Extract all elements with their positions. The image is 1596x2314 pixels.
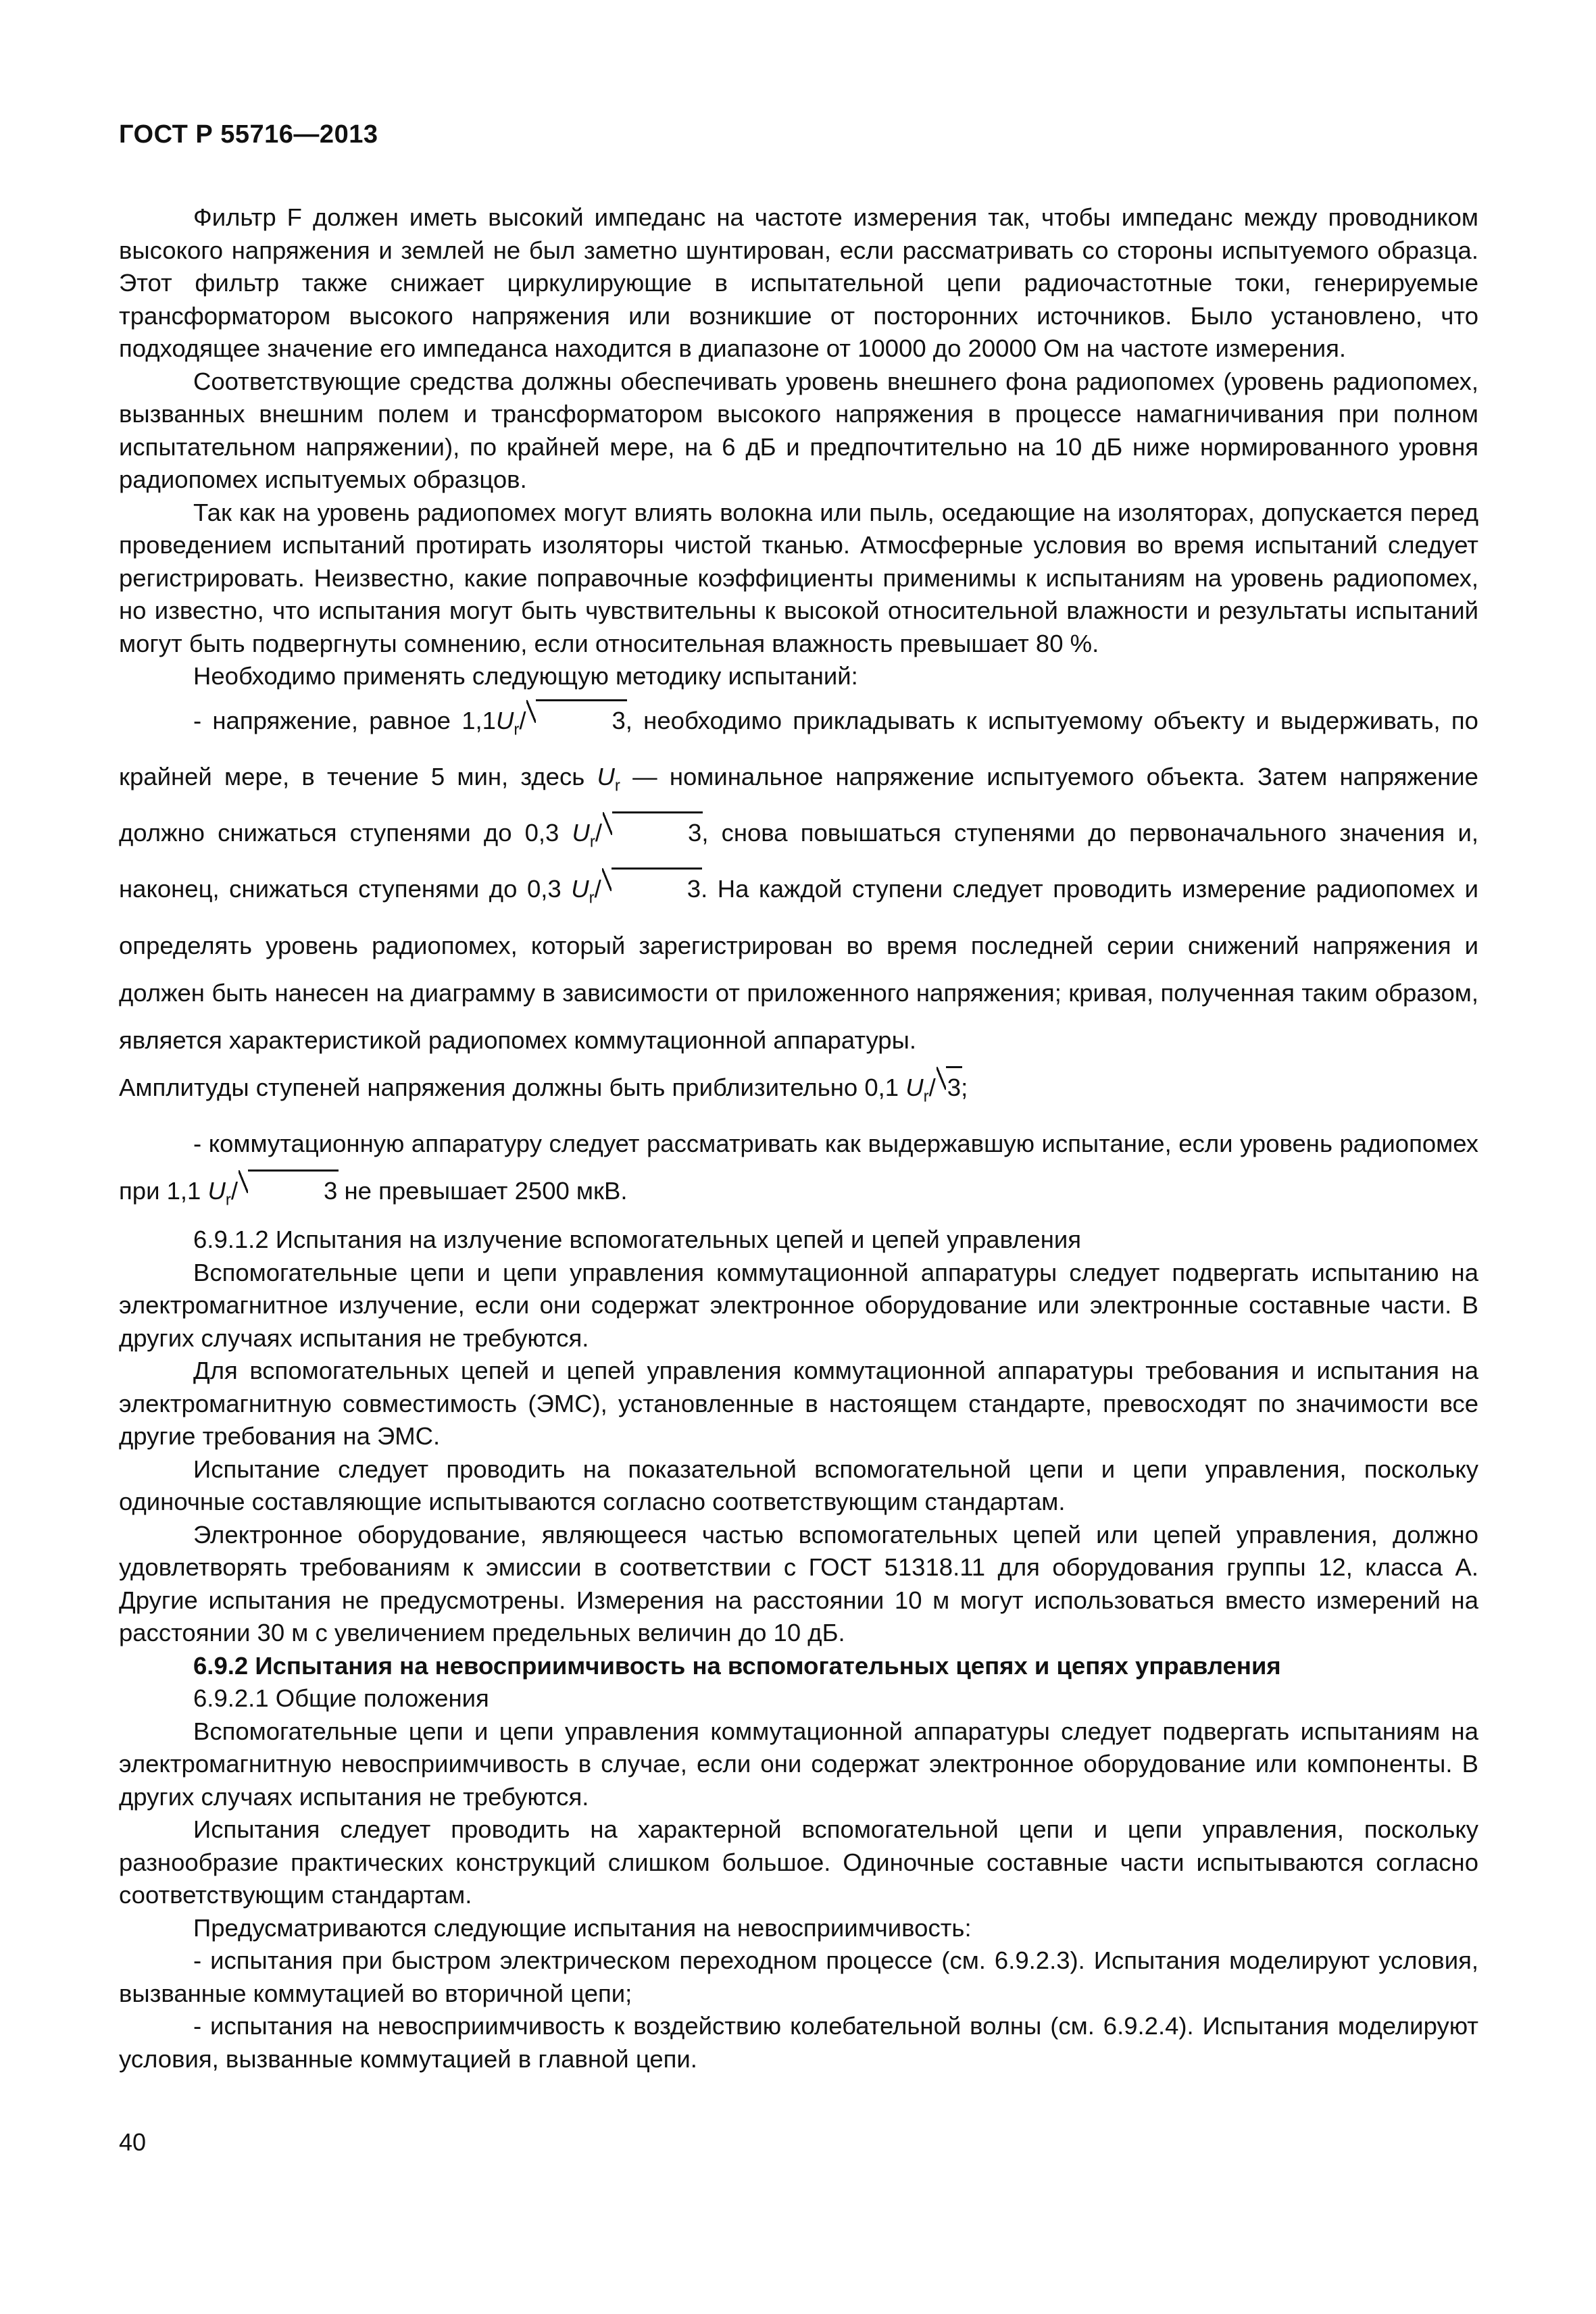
text-run: — номинальное напряжение испытуемого объекта. Затем напряжение должно снижаться ступенями до 0,3 <box>119 762 1478 847</box>
paragraph: Так как на уровень радиопомех могут влиять волокна или пыль, оседающие на изоляторах, допускается перед проведением испытаний протирать изоляторы чистой тканью. Атмосферные условия во время испытаний следует регистрировать. Неизвестно, какие поправочные коэффициенты применимы к испытаниям на уровень радиопомех, но известно, что испытания могут быть чувствительны к высокой относительной влажности и результаты испытаний могут быть подвергнуты сомнению, если относительная влажность превышает 80 %. <box>119 498 1478 657</box>
subsection-heading: 6.9.1.2 Испытания на излучение вспомогательных цепей и цепей управления <box>193 1226 1082 1254</box>
math-subscript: r <box>589 888 595 907</box>
math-symbol: U <box>572 819 590 847</box>
paragraph: Необходимо применять следующую методику испытаний: <box>193 662 858 690</box>
sqrt-symbol <box>526 697 625 745</box>
sqrt-symbol <box>602 865 701 913</box>
paragraph-test-procedure <box>119 697 1478 1064</box>
paragraph: Предусматриваются следующие испытания на невосприимчивость: <box>193 1913 972 1942</box>
paragraph-pass-criterion <box>119 1120 1478 1224</box>
text-run: , необходимо прикладывать к испытуемому объекту и выдерживать, по крайней мере, в течение 5 мин, здесь <box>119 706 1478 790</box>
paragraph: Электронное оборудование, являющееся частью вспомогательных цепей или цепей управления, должно удовлетворять требованиям к эмиссии в соответствии с ГОСТ 51318.11 для оборудования группы 12, класса А. Другие испытания не предусмотрены. Измерения на расстоянии 10 м могут использоваться вместо измерений на расстоянии 30 м с увеличением предельных величин до 10 дБ. <box>119 1520 1478 1647</box>
text-run: ; <box>961 1073 968 1101</box>
math-subscript: r <box>514 720 520 738</box>
list-item: - испытания при быстром электрическом переходном процессе (см. 6.9.2.3). Испытания моделируют условия, вызванные коммутацией во вторичной цепи; <box>119 1946 1478 2007</box>
text-run: не превышает 2500 мкВ. <box>344 1176 628 1205</box>
sqrt-symbol <box>603 809 701 857</box>
math-subscript: r <box>589 832 595 851</box>
math-subscript: r <box>225 1190 231 1209</box>
paragraph: Испытания следует проводить на характерной вспомогательной цепи и цепи управления, поскольку разнообразие практических конструкций слишком большое. Одиночные составные части испытываются согласно соответствующим стандартам. <box>119 1815 1478 1909</box>
paragraph-step-amplitude <box>119 1064 1478 1120</box>
math-symbol: U <box>905 1073 924 1101</box>
paragraph: Испытание следует проводить на показательной вспомогательной цепи и цепи управления, поскольку одиночные составляющие испытываются согласно соответствующим стандартам. <box>119 1455 1478 1516</box>
text-run: - коммутационную аппаратуру следует рассматривать как выдержавшую испытание, если уровень радиопомех при 1,1 <box>119 1129 1478 1205</box>
paragraph: Соответствующие средства должны обеспечивать уровень внешнего фона радиопомех (уровень радиопомех, вызванных внешним полем и трансформатором высокого напряжения в процессе намагничивания при полном испытательном напряжении), по крайней мере, на 6 дБ и предпочтительно на 10 дБ ниже нормированного уровня радиопомех испытуемых образцов. <box>119 367 1478 493</box>
paragraph: Для вспомогательных цепей и цепей управления коммутационной аппаратуры требования и испытания на электромагнитную совместимость (ЭМС), установленные в настоящем стандарте, превосходят по значимости все другие требования на ЭМС. <box>119 1357 1478 1451</box>
section-heading: 6.9.2 Испытания на невосприимчивость на вспомогательных цепях и цепях управления <box>193 1651 1281 1680</box>
subsection-heading: 6.9.2.1 Общие положения <box>193 1684 489 1713</box>
document-body <box>119 201 1478 2076</box>
page-number: 40 <box>119 2128 147 2156</box>
math-symbol: U <box>495 706 514 734</box>
text-run: . На каждой ступени следует проводить измерение радиопомех и определять уровень радиопомех, который зарегистрирован во время последней серии снижений напряжения и должен быть нанесен на диаграмму в зависимости от приложенного напряжения; кривая, полученная таким образом, является характеристикой радиопомех коммутационной аппаратуры. <box>119 875 1478 1054</box>
sqrt-radicand: 3 <box>612 706 626 734</box>
text-run: Амплитуды ступеней напряжения должны быть приблизительно 0,1 <box>119 1073 899 1101</box>
paragraph: Вспомогательные цепи и цепи управления коммутационной аппаратуры следует подвергать испытанию на электромагнитное излучение, если они содержат электронное оборудование или электронные составные части. В других случаях испытания не требуются. <box>119 1258 1478 1352</box>
math-symbol: U <box>597 762 615 790</box>
math-subscript: r <box>614 776 620 795</box>
math-slash: / <box>594 875 601 903</box>
sqrt-radicand: 3 <box>324 1176 338 1205</box>
math-slash: / <box>928 1073 936 1101</box>
text-run: , снова повышаться ступенями до первоначального значения и, наконец, снижаться ступенями до 0,3 <box>119 819 1478 903</box>
document-header: ГОСТ Р 55716—2013 <box>119 120 378 149</box>
math-slash: / <box>230 1176 239 1205</box>
math-subscript: r <box>923 1086 929 1105</box>
paragraph: Фильтр F должен иметь высокий импеданс на частоте измерения так, чтобы импеданс между проводником высокого напряжения и землей не был заметно шунтирован, если рассматривать со стороны испытуемого образца. Этот фильтр также снижает циркулирующие в испытательной цепи радиочастотные токи, генерируемые трансформатором высокого напряжения или возникшие от посторонних источников. Было установлено, что подходящее значение его импеданса находится в диапазоне от 10000 до 20000 Ом на частоте измерения. <box>119 203 1478 362</box>
sqrt-radicand: 3 <box>688 819 702 847</box>
sqrt-symbol <box>239 1167 337 1215</box>
math-slash: / <box>595 819 603 847</box>
math-symbol: U <box>207 1176 226 1205</box>
paragraph: Вспомогательные цепи и цепи управления коммутационной аппаратуры следует подвергать испытаниям на электромагнитную невосприимчивость в случае, если они содержат электронное оборудование или компоненты. В других случаях испытания не требуются. <box>119 1717 1478 1811</box>
sqrt-radicand: 3 <box>687 875 701 903</box>
text-run: - напряжение, равное 1,1 <box>193 706 496 734</box>
math-slash: / <box>519 706 526 734</box>
sqrt-symbol <box>937 1064 961 1111</box>
sqrt-radicand: 3 <box>947 1073 962 1101</box>
list-item: - испытания на невосприимчивость к воздействию колебательной волны (см. 6.9.2.4). Испытания моделируют условия, вызванные коммутацией в главной цепи. <box>119 2012 1478 2073</box>
math-symbol: U <box>571 875 589 903</box>
